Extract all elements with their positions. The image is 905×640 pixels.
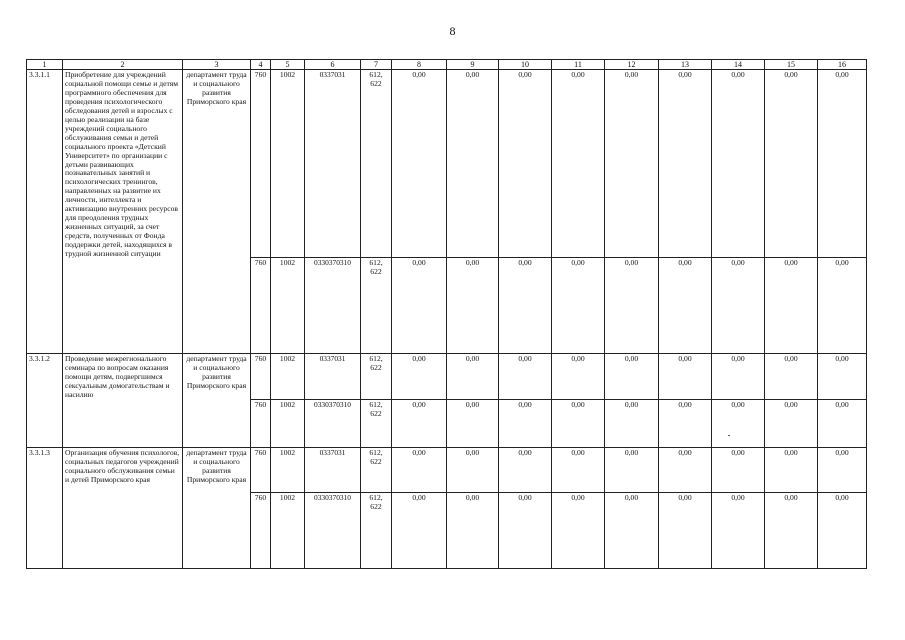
cell-section: 1002 (271, 400, 305, 448)
value-cell: 0,00 (765, 70, 818, 258)
value-cell: 0,00 (552, 493, 605, 569)
table-row (27, 354, 867, 400)
value-cell: 0,00 (818, 400, 867, 448)
value-cell: 0,00 (765, 493, 818, 569)
cell-expense-type: 612, 622 (361, 493, 392, 569)
row-number: 3.3.1.3 (27, 448, 63, 569)
value-cell: 0,00 (392, 448, 447, 493)
value-cell: 0,00 (712, 448, 765, 493)
cell-grbs: 760 (251, 70, 271, 258)
row-number: 3.3.1.1 (27, 70, 63, 354)
cell-target-article: 0330370310 (305, 258, 361, 354)
value-cell: 0,00 (499, 354, 552, 400)
column-header: 6 (305, 60, 361, 70)
cell-target-article: 0337031 (305, 70, 361, 258)
value-cell: 0,00 (499, 70, 552, 258)
cell-target-article: 0330370310 (305, 400, 361, 448)
column-header: 1 (27, 60, 63, 70)
cell-expense-type: 612, 622 (361, 354, 392, 400)
page-number: 8 (449, 24, 456, 38)
cell-section: 1002 (271, 448, 305, 493)
value-cell: 0,00 (499, 400, 552, 448)
executor: департамент труда и социального развития Приморского края (183, 70, 251, 354)
value-cell: 0,00 (818, 70, 867, 258)
value-cell: 0,00 (552, 70, 605, 258)
value-cell: 0,00 (818, 354, 867, 400)
column-header: 13 (659, 60, 712, 70)
value-cell: 0,00 (712, 354, 765, 400)
table-row (27, 70, 867, 258)
value-cell: 0,00 (605, 258, 659, 354)
scan-speck (728, 435, 730, 436)
value-cell: 0,00 (392, 400, 447, 448)
value-cell: 0,00 (818, 448, 867, 493)
activity-name: Организация обучения психологов, социальных педагогов учреждений социального обслуживания семьи и детей Приморского края (63, 448, 183, 569)
cell-expense-type: 612, 622 (361, 448, 392, 493)
column-header: 16 (818, 60, 867, 70)
value-cell: 0,00 (552, 448, 605, 493)
cell-section: 1002 (271, 493, 305, 569)
value-cell: 0,00 (605, 493, 659, 569)
value-cell: 0,00 (818, 493, 867, 569)
column-header: 7 (361, 60, 392, 70)
activity-name: Приобретение для учреждений социальной помощи семье и детям программного обеспечения для проведения психологического обследования детей и взрослых с целью реализации на базе учреждений социального обслуживания семьи и детей социального проекта «Детский Университет» по организации с детьми развивающих познавательных занятий и психологических тренингов, направленных на развитие их личности, интеллекта и активизацию внутренних ресурсов для преодоления трудных жизненных ситуаций, за счет средств, полученных от Фонда поддержки детей, находящихся в трудной жизненной ситуации (63, 70, 183, 354)
column-header: 15 (765, 60, 818, 70)
value-cell: 0,00 (659, 258, 712, 354)
cell-target-article: 0337031 (305, 354, 361, 400)
column-header: 10 (499, 60, 552, 70)
cell-section: 1002 (271, 354, 305, 400)
value-cell: 0,00 (765, 400, 818, 448)
cell-grbs: 760 (251, 258, 271, 354)
value-cell: 0,00 (712, 70, 765, 258)
value-cell: 0,00 (605, 354, 659, 400)
value-cell: 0,00 (605, 70, 659, 258)
value-cell: 0,00 (552, 400, 605, 448)
column-header: 14 (712, 60, 765, 70)
executor: департамент труда и социального развития Приморского края (183, 354, 251, 448)
value-cell: 0,00 (765, 354, 818, 400)
value-cell: 0,00 (818, 258, 867, 354)
cell-expense-type: 612, 622 (361, 258, 392, 354)
cell-grbs: 760 (251, 400, 271, 448)
value-cell: 0,00 (659, 448, 712, 493)
cell-section: 1002 (271, 258, 305, 354)
value-cell: 0,00 (552, 258, 605, 354)
value-cell: 0,00 (499, 258, 552, 354)
value-cell: 0,00 (605, 400, 659, 448)
value-cell: 0,00 (392, 493, 447, 569)
value-cell: 0,00 (447, 493, 499, 569)
value-cell: 0,00 (712, 258, 765, 354)
value-cell: 0,00 (659, 493, 712, 569)
activity-name: Проведение межрегионального семинара по вопросам оказания помощи детям, подвергшимся сексуальным домогательствам и насилию (63, 354, 183, 448)
row-number: 3.3.1.2 (27, 354, 63, 448)
value-cell: 0,00 (447, 70, 499, 258)
budget-table (26, 59, 867, 569)
table-row (27, 448, 867, 493)
value-cell: 0,00 (447, 400, 499, 448)
value-cell: 0,00 (712, 493, 765, 569)
header-row (27, 60, 867, 70)
value-cell: 0,00 (392, 258, 447, 354)
cell-expense-type: 612, 622 (361, 400, 392, 448)
value-cell: 0,00 (447, 258, 499, 354)
column-header: 9 (447, 60, 499, 70)
value-cell: 0,00 (392, 354, 447, 400)
value-cell: 0,00 (712, 400, 765, 448)
cell-expense-type: 612, 622 (361, 70, 392, 258)
cell-grbs: 760 (251, 354, 271, 400)
value-cell: 0,00 (605, 448, 659, 493)
value-cell: 0,00 (499, 448, 552, 493)
cell-target-article: 0330370310 (305, 493, 361, 569)
column-header: 4 (251, 60, 271, 70)
column-header: 2 (63, 60, 183, 70)
cell-section: 1002 (271, 70, 305, 258)
value-cell: 0,00 (765, 258, 818, 354)
cell-grbs: 760 (251, 448, 271, 493)
executor: департамент труда и социального развития Приморского края (183, 448, 251, 569)
value-cell: 0,00 (392, 70, 447, 258)
value-cell: 0,00 (447, 354, 499, 400)
value-cell: 0,00 (499, 493, 552, 569)
value-cell: 0,00 (659, 354, 712, 400)
column-header: 5 (271, 60, 305, 70)
value-cell: 0,00 (552, 354, 605, 400)
column-header: 11 (552, 60, 605, 70)
cell-target-article: 0337031 (305, 448, 361, 493)
value-cell: 0,00 (447, 448, 499, 493)
value-cell: 0,00 (765, 448, 818, 493)
value-cell: 0,00 (659, 400, 712, 448)
column-header: 8 (392, 60, 447, 70)
column-header: 12 (605, 60, 659, 70)
column-header: 3 (183, 60, 251, 70)
cell-grbs: 760 (251, 493, 271, 569)
value-cell: 0,00 (659, 70, 712, 258)
